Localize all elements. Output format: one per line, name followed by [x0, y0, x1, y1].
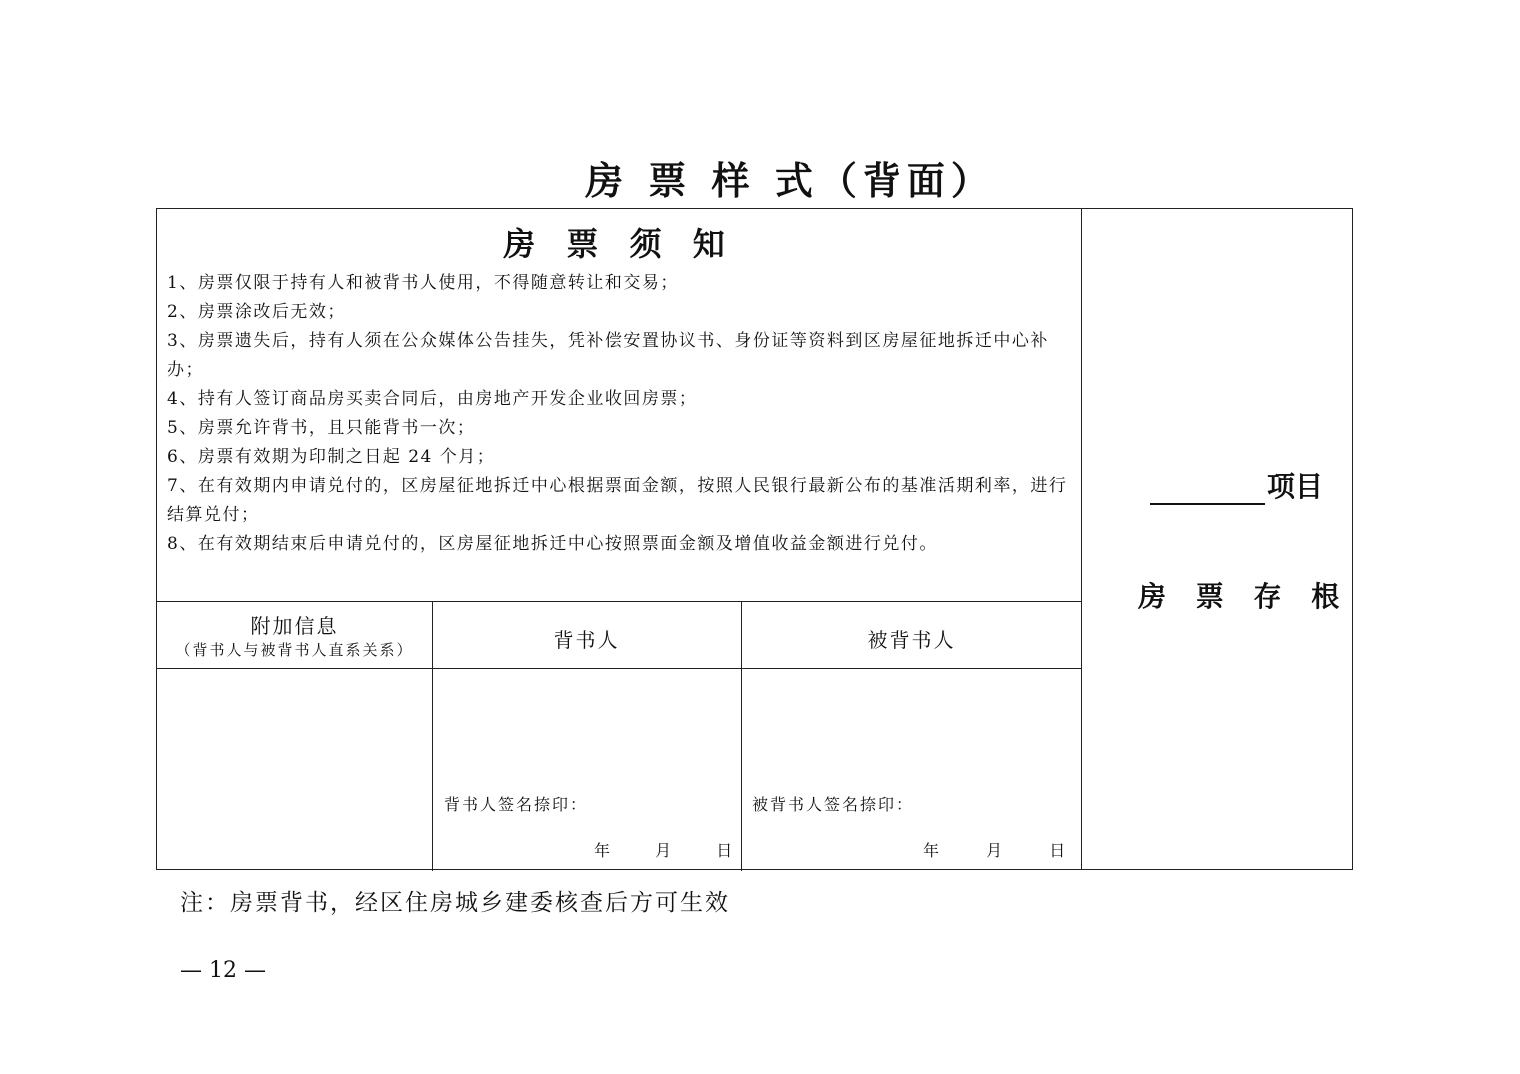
project-line — [1150, 465, 1323, 505]
endorsement-table — [157, 601, 1082, 871]
endorsee-signature-field[interactable] — [741, 668, 1082, 872]
rule-item: 3、房票遗失后，持有人须在公众媒体公告挂失，凭补偿安置协议书、身份证等资料到区房屋征地拆迁中心补办； — [167, 331, 1049, 380]
page-title: 房 票 样 式（背面） — [585, 159, 995, 203]
date-day: 日 — [1049, 841, 1066, 860]
rule-item: 8、在有效期结束后申请兑付的，区房屋征地拆迁中心按照票面金额及增值收益金额进行兑付。 — [167, 534, 938, 554]
endorsee-signature-label: 被背书人签名捺印： — [752, 795, 915, 814]
stub-panel — [1082, 209, 1352, 869]
page-number: — 12 — — [180, 958, 266, 983]
date-month: 月 — [655, 841, 672, 860]
notice-title: 房 票 须 知 — [503, 225, 735, 263]
stub-label: 房 票 存 根 — [1138, 580, 1350, 613]
date-month: 月 — [986, 841, 1003, 860]
endorser-signature-label: 背书人签名捺印： — [444, 795, 589, 814]
additional-info-header — [157, 610, 432, 660]
footnote: 注：房票背书，经区住房城乡建委核查后方可生效 — [180, 890, 730, 916]
additional-info-sublabel: （背书人与被背书人直系关系） — [175, 641, 414, 659]
rule-item: 5、房票允许背书，且只能背书一次； — [167, 418, 476, 438]
endorser-signature-field[interactable] — [432, 668, 741, 872]
date-day: 日 — [716, 841, 733, 860]
rule-item: 7、在有效期内申请兑付的，区房屋征地拆迁中心根据票面金额，按照人民银行最新公布的基准活期利率，进行结算兑付； — [167, 476, 1068, 525]
project-label: 项目 — [1267, 470, 1324, 503]
rules-list — [167, 269, 1072, 559]
endorser-header: 背书人 — [553, 628, 620, 652]
endorsee-header: 被背书人 — [867, 628, 956, 652]
rule-item: 2、房票涂改后无效； — [167, 302, 346, 322]
additional-info-field[interactable] — [157, 668, 432, 872]
project-name-blank[interactable] — [1150, 473, 1265, 505]
notice-panel — [157, 209, 1082, 869]
endorser-date — [594, 838, 732, 861]
date-year: 年 — [923, 841, 940, 860]
additional-info-label: 附加信息 — [250, 614, 339, 638]
date-year: 年 — [594, 841, 611, 860]
rule-item: 1、房票仅限于持有人和被背书人使用，不得随意转让和交易； — [167, 273, 679, 293]
ticket-back-form — [156, 208, 1353, 870]
rule-item: 6、房票有效期为印制之日起 24 个月； — [167, 447, 496, 467]
rule-item: 4、持有人签订商品房买卖合同后，由房地产开发企业收回房票； — [167, 389, 698, 409]
endorsee-date — [923, 838, 1065, 861]
